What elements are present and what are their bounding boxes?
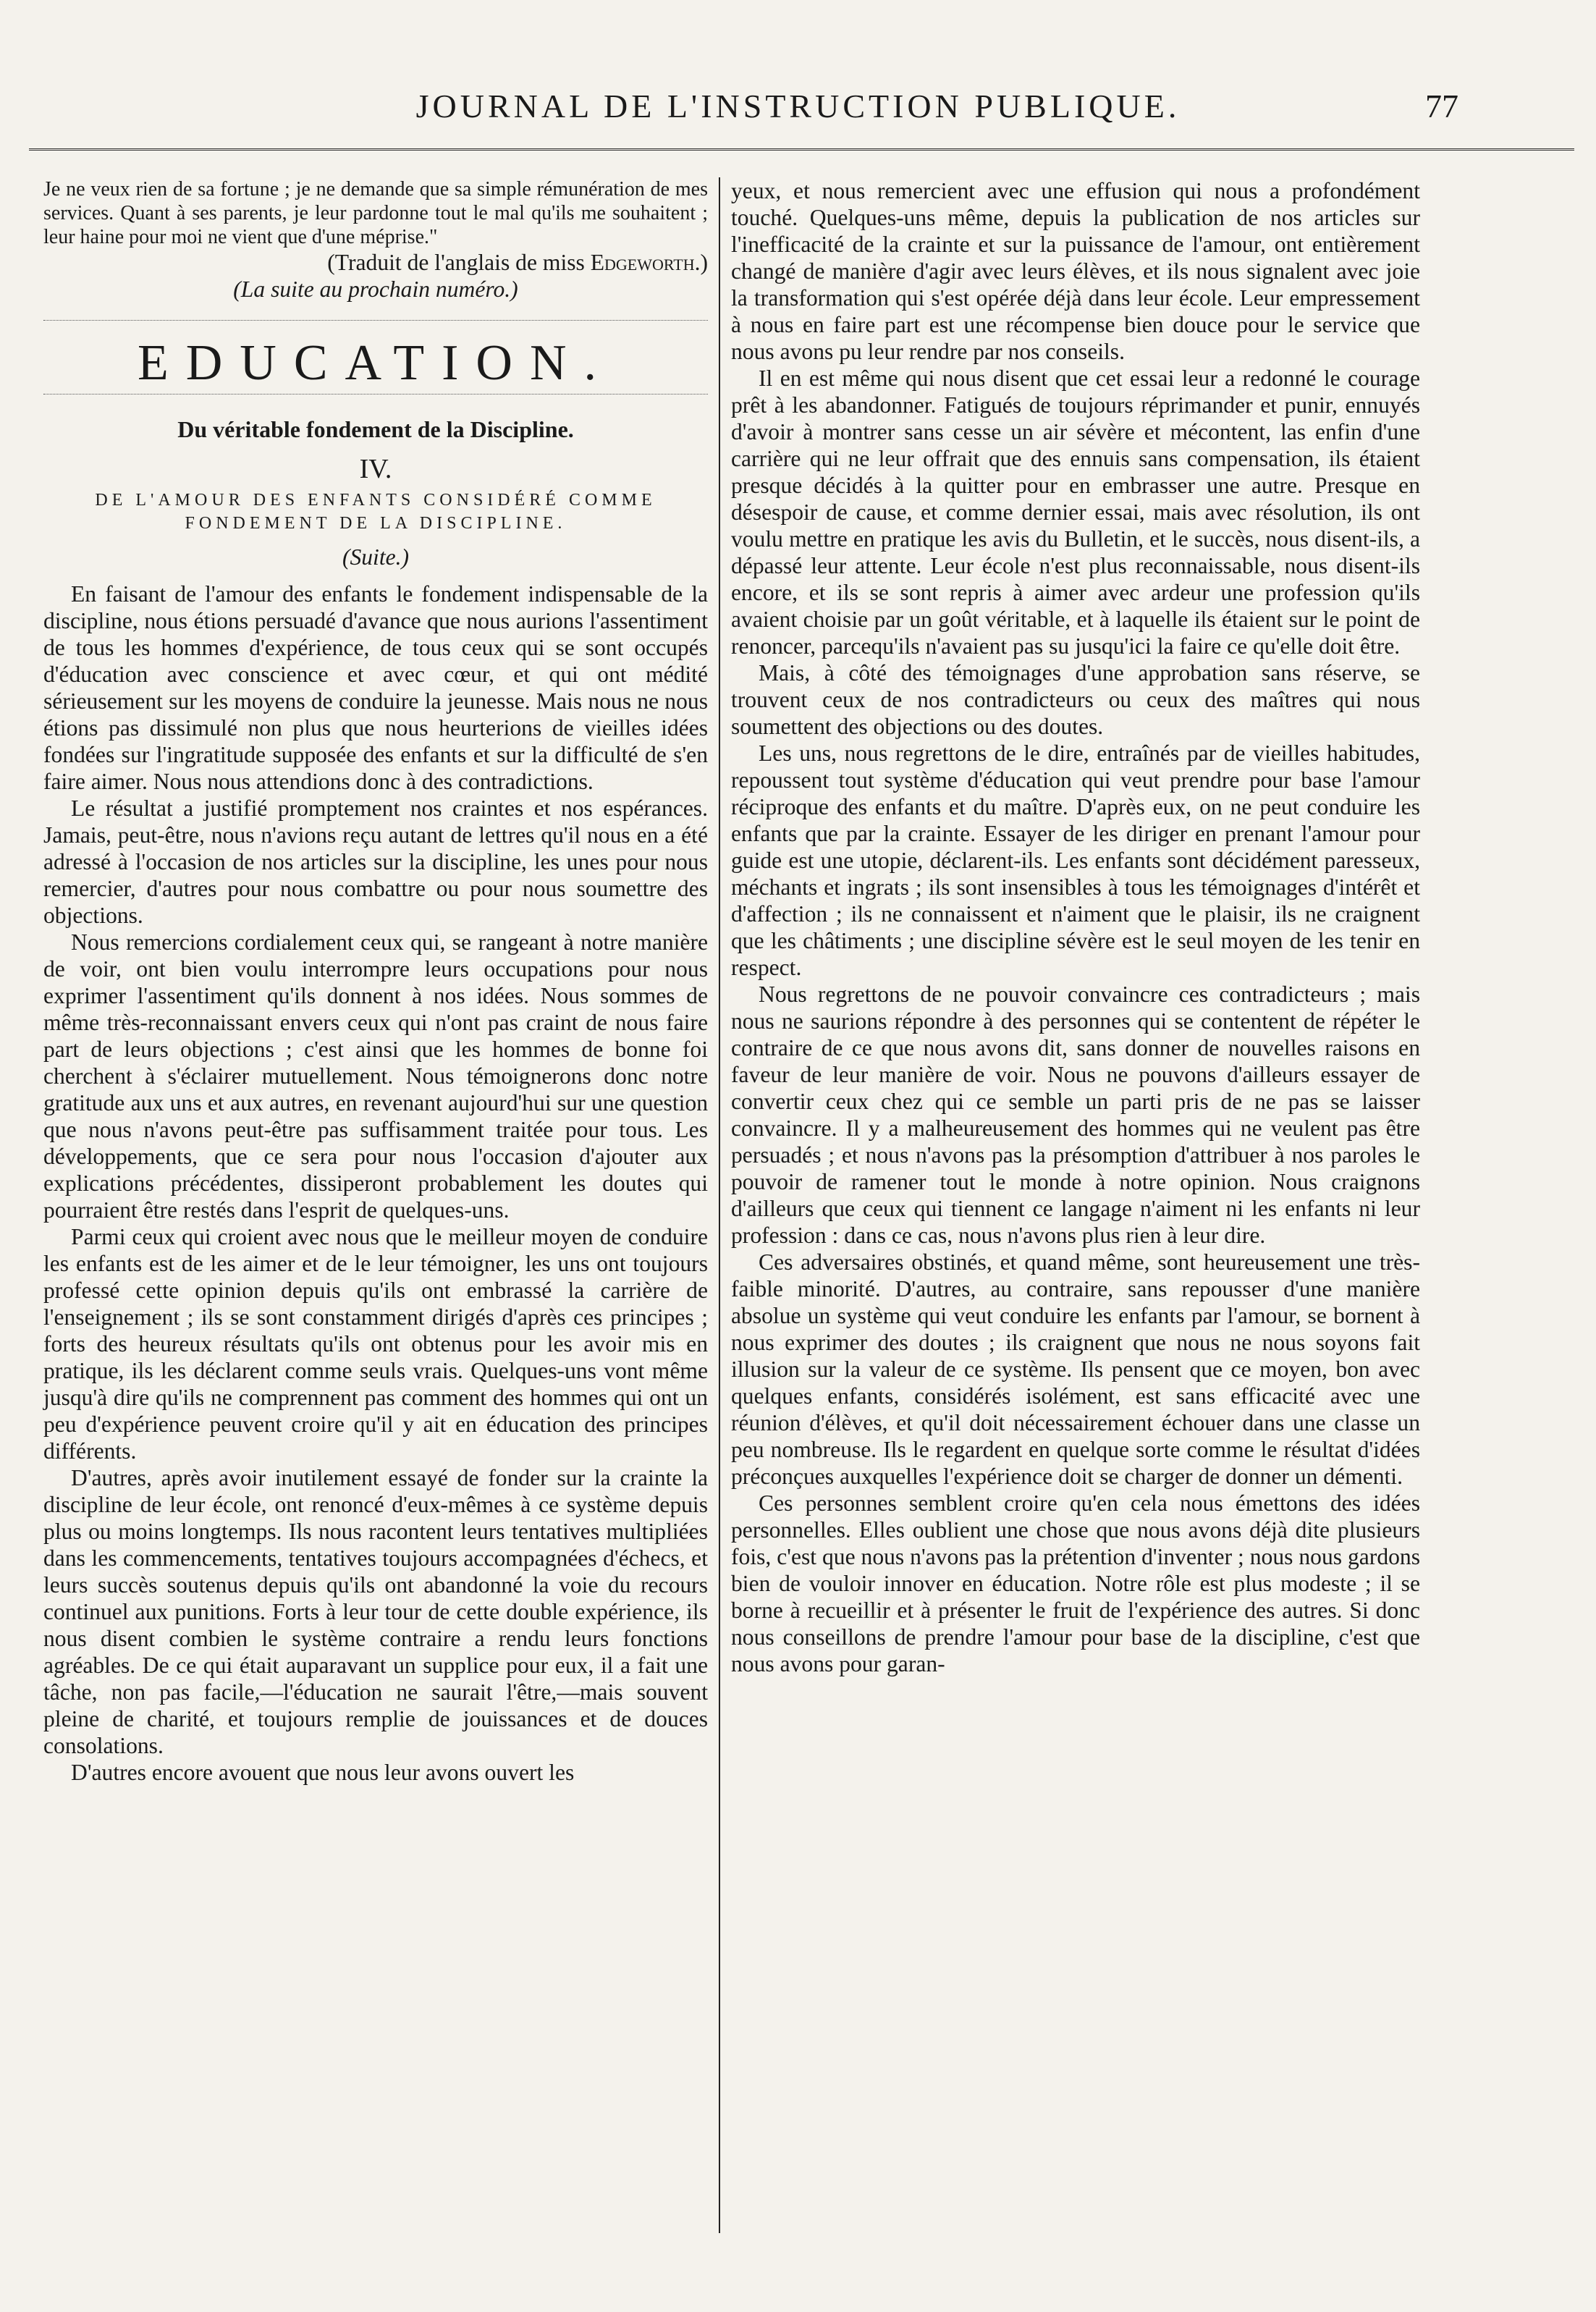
paragraph: Le résultat a justifié promptement nos craintes et nos espérances. Jamais, peut-être, nous n'avions reçu autant de lettres qu'il nous en a été adressé à l'occasion de nos articles sur la discipline, les unes pour nous remercier, d'autres pour nous combattre ou pour nous soumettre des objections. — [43, 796, 708, 928]
paragraph: yeux, et nous remercient avec une effusion qui nous a profondément touché. Quelques-uns même, depuis la publication de nos articles sur l'inefficacité de la crainte et sur la puissance de l'amour, ont entièrement changé de manière d'agir avec leurs élèves, et ils nous signalent avec joie la transformation qui s'est opérée déjà dans leur école. Leur empressement à nous en faire part est une récompense bien douce pour le service que nous avons pu leur rendre par nos conseils. — [731, 178, 1420, 364]
credit-prefix: (Traduit de l'anglais de miss — [327, 250, 585, 275]
running-head — [0, 87, 1596, 138]
article-title: Du véritable fondement de la Discipline. — [177, 416, 574, 442]
left-column — [43, 177, 708, 1786]
credit-suffix: .) — [694, 250, 708, 275]
section-title: EDUCATION. — [137, 335, 615, 391]
paragraph: Il en est même qui nous disent que cet essai leur a redonné le courage prêt à les abandonner. Fatigués de toujours réprimander et punir, ennuyés d'avoir à montrer sans cesse un air sévère et mécontent, las enfin d'une carrière qui ne leur offrait que des ennuis sans compensation, ils étaient presque décidés à la quitter pour en embrasser une autre. Presque en désespoir de cause, et comme dernier essai, mais avec résolution, ils ont voulu mettre en pratique les avis du Bulletin, et le succès, nous disent-ils, a dépassé leur attente. Leur école n'est plus reconnaissable, nous disent-ils encore, et ils se sont repris à aimer avec ardeur une profession qu'ils avaient choisie par un goût véritable, et à laquelle ils étaient sur le point de renoncer, parcequ'ils n'avaient pas su jusqu'ici la faire ce qu'elle doit être. — [731, 366, 1420, 659]
paragraph: Nous remercions cordialement ceux qui, se rangeant à notre manière de voir, ont bien voulu interrompre leurs occupations pour nous exprimer l'assentiment qu'ils donnent à nos idées. Nous sommes de même très-reconnaissant envers ceux qui n'ont pas craint de nous faire part de leurs objections ; c'est ainsi que les hommes de bonne foi cherchent à s'éclairer mutuellement. Nous témoignerons donc notre gratitude aux uns et aux autres, en revenant aujourd'hui sur une question que nous n'avons peut-être pas suffisamment traitée pour tous. Les développements, que ce sera pour nous l'occasion d'ajouter aux explications précédentes, dissiperont probablement les doutes qui pourraient être restés dans l'esprit de quelques-uns. — [43, 929, 708, 1223]
part-number: IV. — [359, 454, 392, 484]
separator-rule — [43, 394, 708, 395]
running-title: JOURNAL DE L'INSTRUCTION PUBLIQUE. — [415, 88, 1181, 125]
column-divider — [719, 177, 720, 2233]
separator-rule — [43, 320, 708, 321]
paragraph: Ces personnes semblent croire qu'en cela nous émettons des idées personnelles. Elles oublient une chose que nous avons déjà dite plusieurs fois, c'est que nous n'avons pas la prétention d'inventer ; nous nous gardons bien de vouloir innover en éducation. Notre rôle est plus modeste ; il se borne à recueillir et à présenter le fruit de l'expérience des autres. Si donc nous conseillons de prendre l'amour pour base de la discipline, c'est que nous avons pour garan- — [731, 1490, 1420, 1676]
header-rule — [29, 148, 1574, 151]
part-suite: (Suite.) — [342, 544, 410, 570]
paragraph: Ces adversaires obstinés, et quand même, sont heureusement une très-faible minorité. D'autres, au contraire, sans repousser d'une manière absolue un système qui veut conduire les enfants par l'amour, se bornent à nous exprimer des doutes ; ils craignent que nous ne nous soyons fait illusion sur la valeur de ce système. Ils pensent que ce moyen, bon avec quelques enfants, considérés isolément, est sans efficacité avec une réunion d'élèves, et qu'il doit nécessairement échouer dans une classe un peu nombreuse. Ils le regardent en quelque sorte comme le résultat d'idées préconçues auxquelles l'expérience doit se charger de donner un démenti. — [731, 1249, 1420, 1489]
to-be-continued: (La suite au prochain numéro.) — [233, 277, 518, 302]
part-subtitle: DE L'AMOUR DES ENFANTS CONSIDÉRÉ COMME FONDEMENT DE LA DISCIPLINE. — [95, 491, 656, 533]
credit-author: Edgeworth — [590, 250, 695, 275]
translation-credit — [43, 249, 708, 276]
right-column — [731, 177, 1420, 1677]
paragraph: Mais, à côté des témoignages d'une approbation sans réserve, se trouvent ceux de nos contradicteurs ou ceux des maîtres qui nous soumettent des objections ou des doutes. — [731, 660, 1420, 739]
paragraph: Les uns, nous regrettons de le dire, entraînés par de vieilles habitudes, repoussent tout système d'éducation qui veut prendre pour base l'amour réciproque des enfants et du maître. D'après eux, on ne peut conduire les enfants que par la crainte. Essayer de les diriger en prenant l'amour pour guide est une utopie, déclarent-ils. Les enfants sont décidément paresseux, méchants et ingrats ; ils sont insensibles à tous les témoignages d'intérêt et d'affection ; ils ne connaissent et n'aiment que le plaisir, ils ne craignent que les châtiments ; une discipline sévère est le seul moyen de les tenir en respect. — [731, 741, 1420, 980]
paragraph: D'autres, après avoir inutilement essayé de fonder sur la crainte la discipline de leur école, ont renoncé d'eux-mêmes à ce système depuis plus ou moins longtemps. Ils nous racontent leurs tentatives multipliées dans les commencements, tentatives toujours accompagnées d'échecs, et leurs succès soutenus depuis qu'ils ont abandonné la voie du recours continuel aux punitions. Forts à leur tour de cette double expérience, ils nous disent combien le système contraire a rendu leurs fonctions agréables. De ce qui était auparavant un supplice pour eux, il a fait une tâche, non pas facile,—l'éducation ne saurait l'être,—mais souvent pleine de charité, et toujours remplie de jouissances et de douces consolations. — [43, 1465, 708, 1758]
paragraph: En faisant de l'amour des enfants le fondement indispensable de la discipline, nous étions persuadé d'avance que nous aurions l'assentiment de tous les hommes d'expérience, de tous ceux qui se sont occupés d'éducation avec conscience et avec cœur, et qui ont médité sérieusement sur les moyens de conduire la jeunesse. Mais nous ne nous étions pas dissimulé non plus que nous heurterions de vieilles idées fondées sur l'ingratitude supposée des enfants et sur la difficulté de s'en faire aimer. Nous nous attendions donc à des contradictions. — [43, 581, 708, 794]
paragraph: Nous regrettons de ne pouvoir convaincre ces contradicteurs ; mais nous ne saurions répondre à des personnes qui se contentent de répéter le contraire de ce que nous avons dit, sans donner de nouvelles raisons en faveur de leur manière de voir. Nous ne pouvons d'ailleurs essayer de convertir ceux chez qui ce semble un parti pris de ne pas se laisser convaincre. Il y a malheureusement des hommes qui ne veulent pas être persuadés ; et nous n'avons pas la présomption d'attribuer à nos paroles le pouvoir de ramener tout le monde à notre opinion. Nous craignons d'ailleurs que ceux qui tiennent ce langage n'aiment ni les enfants ni leur profession : dans ce cas, nous n'avons plus rien à leur dire. — [731, 982, 1420, 1248]
paragraph: D'autres encore avouent que nous leur avons ouvert les — [71, 1760, 575, 1785]
quote-closing: Je ne veux rien de sa fortune ; je ne demande que sa simple rémunération de mes services. Quant à ses parents, je leur pardonne tout le mal qu'ils me souhaitent ; leur haine pour moi ne vient que d'une méprise." — [43, 178, 708, 248]
paragraph: Parmi ceux qui croient avec nous que le meilleur moyen de conduire les enfants est de les aimer et de le leur témoigner, les uns ont toujours professé cette opinion depuis qu'ils ont embrassé la carrière de l'enseignement ; ils se sont constamment dirigés d'après ces principes ; forts des heureux résultats qu'ils ont obtenus pour les avoir mis en pratique, ils les déclarent comme seuls vrais. Quelques-uns vont même jusqu'à dire qu'ils ne comprennent pas comment des hommes qui ont un peu d'expérience peuvent croire qu'il y ait en éducation des principes différents. — [43, 1224, 708, 1464]
page-number: 77 — [1425, 88, 1458, 125]
